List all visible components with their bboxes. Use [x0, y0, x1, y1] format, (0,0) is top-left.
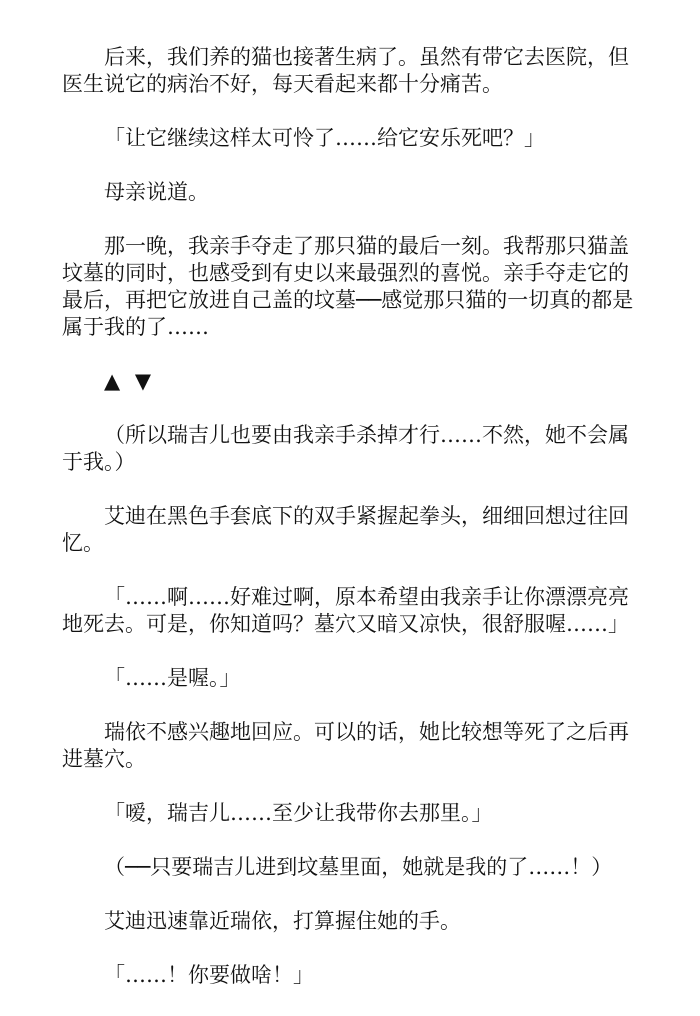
paragraph-what-doing: 「……！你要做啥！」: [104, 963, 314, 987]
paragraph-cat-illness: 后来，我们养的猫也接著生病了。虽然有带它去医院，但医生说它的病治不好，每天看起来都十分痛苦。: [62, 45, 629, 96]
paragraph-eddie-fists: 艾迪在黑色手套底下的双手紧握起拳头，细细回想过往回忆。: [62, 504, 629, 555]
paragraph-ray-response: 瑞依不感兴趣地回应。可以的话，她比较想等死了之后再进墓穴。: [62, 720, 629, 771]
triangle-up-icon: ▲: [104, 369, 121, 393]
paragraph-mother-said: 母亲说道。: [104, 180, 209, 204]
triangle-down-icon: ▼: [134, 369, 151, 393]
document-page: [62, 44, 638, 1016]
paragraph-thought-rachel: （所以瑞吉儿也要由我亲手杀掉才行……不然，她不会属于我。）: [62, 423, 629, 474]
paragraph-is-that-so: 「……是喔。」: [104, 666, 241, 690]
paragraph-grave-quote: 「……啊……好难过啊，原本希望由我亲手让你漂漂亮亮地死去。可是，你知道吗？墓穴又暗又凉快，很舒服喔……」: [62, 585, 629, 636]
paragraph-mine-thought: （──只要瑞吉儿进到坟墓里面，她就是我的了……！）: [104, 855, 613, 879]
paragraph-take-you-there: 「嗳，瑞吉儿……至少让我带你去那里。」: [104, 801, 493, 825]
paragraph-that-night: 那一晚，我亲手夺走了那只猫的最后一刻。我帮那只猫盖坟墓的同时，也感受到有史以来最强烈的喜悦。亲手夺走它的最后，再把它放进自己盖的坟墓──感觉那只猫的一切真的都是属于我的了……: [62, 234, 634, 339]
paragraph-eddie-approach: 艾迪迅速靠近瑞依，打算握住她的手。: [104, 909, 461, 933]
scene-divider: [62, 368, 638, 395]
paragraph-euthanasia-quote: 「让它继续这样太可怜了……给它安乐死吧？」: [104, 126, 545, 150]
